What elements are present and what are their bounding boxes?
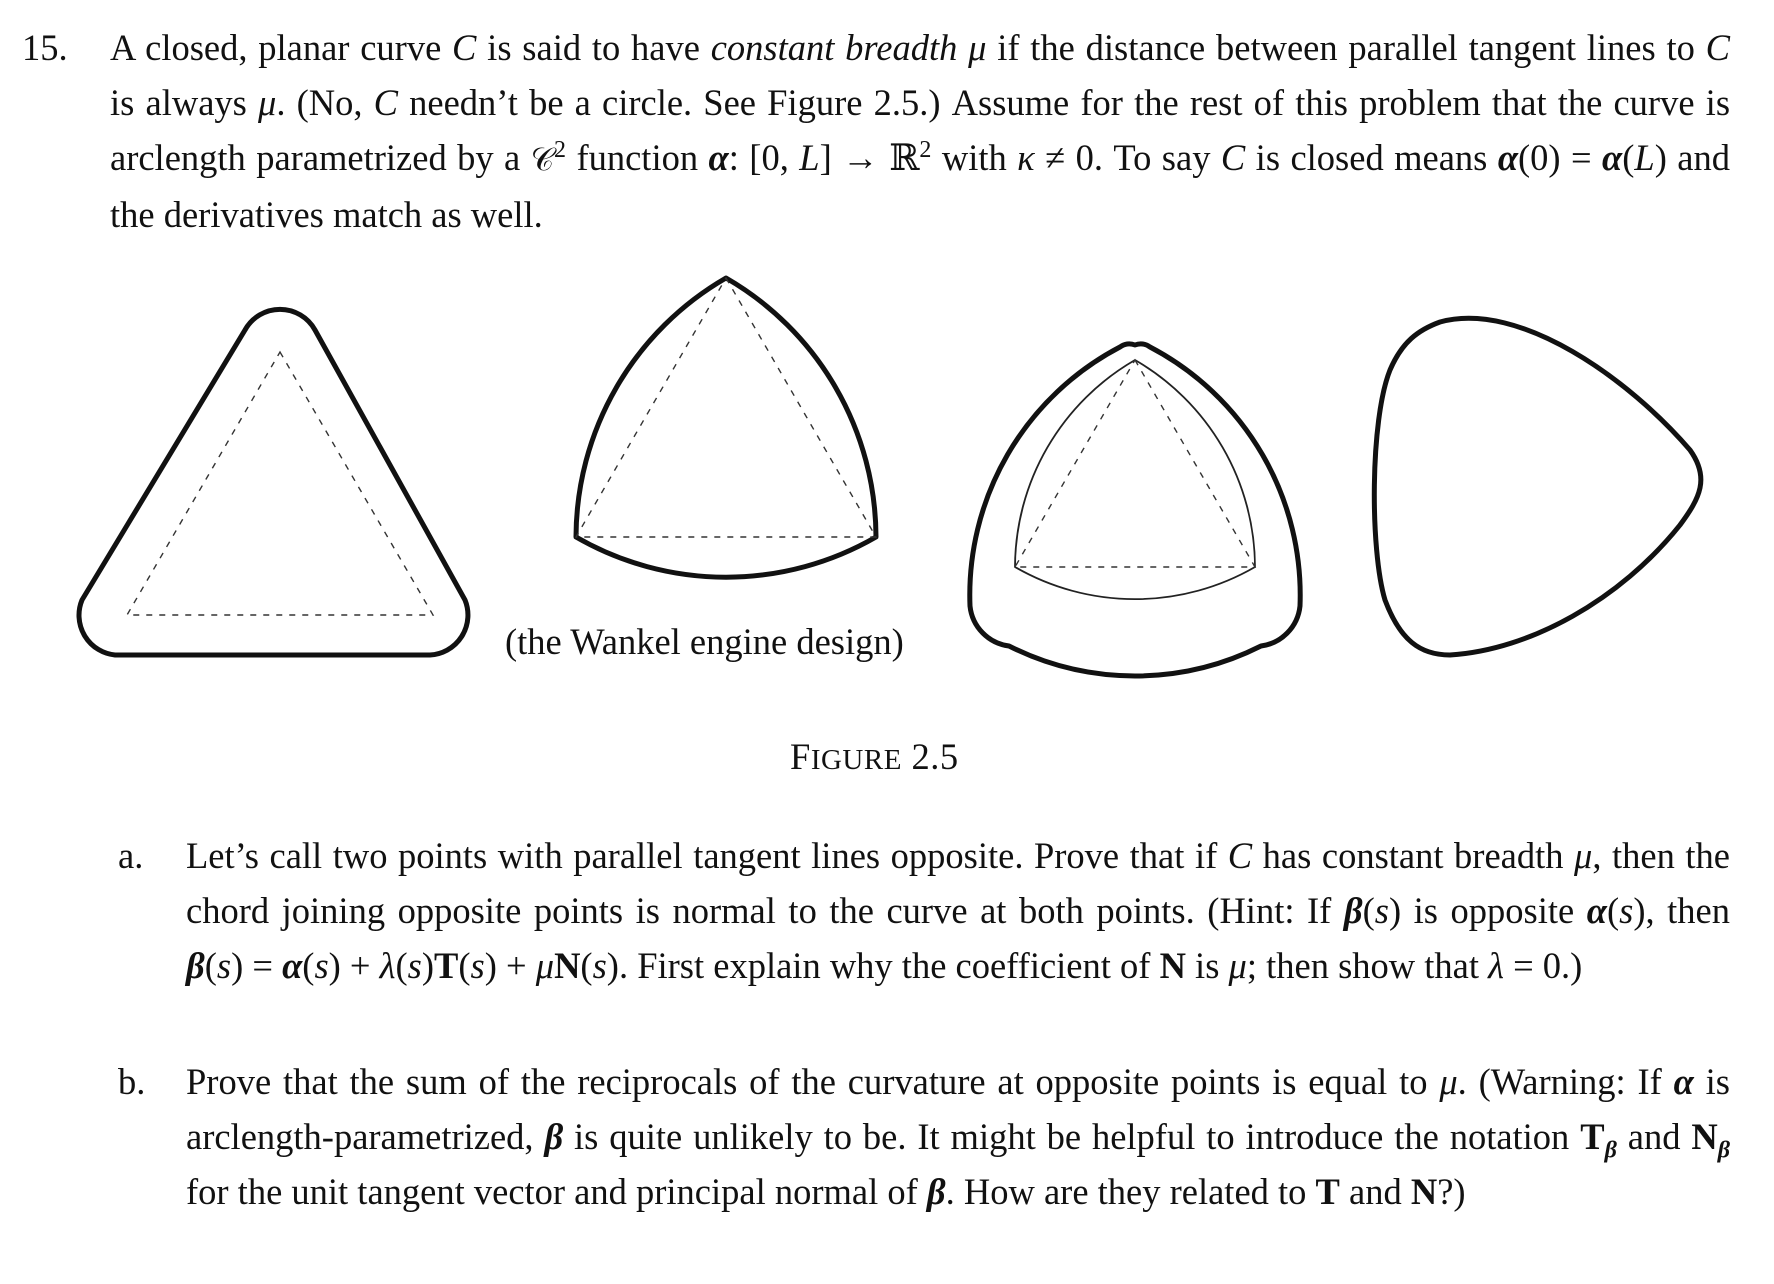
wankel-caption: (the Wankel engine design) [505, 621, 904, 662]
smooth-constant-breadth-curve [1374, 318, 1701, 655]
constant-breadth-term: constant breadth [710, 27, 958, 68]
part-a-text: Let’s call two points with parallel tangent lines opposite. Prove that if C has constant breadth μ, then the chord joining opposite points is normal to the curve at both points. (Hint: If β(s) is opposite α(s), then β(s) = α(s) + λ(s)T(s) + μN(s). First explain why the coefficient of N is μ; then show that λ = 0.) [186, 835, 1731, 986]
problem-statement: A closed, planar curve C is said to have constant breadth μ if the distance between parallel tangent lines to C is always μ. (No, C needn’t be a circle. See Figure 2.5.) Assume for the rest of this problem that the curve is arclength parametrized by a 𝒞$^2$ function α: [0, L] → ℝ$^2$ with κ ≠ 0. To say C is closed means α(0) = α(L) and the derivatives match as well. [110, 27, 1731, 235]
problem-number: 15. [22, 27, 68, 68]
part-b-text: Prove that the sum of the reciprocals of the curvature at opposite points is equal to μ. (Warning: If α is arclength-parametrized, β is quite unlikely to be. It might be helpful to introduce the notation $T_\beta$ and $N_\beta$ for the unit tangent vector and principal normal of β. How are they related to T and N?) [186, 1061, 1730, 1212]
figure-caption: FIGURE 2.5 [790, 736, 959, 777]
part-a-label: a. [118, 835, 144, 876]
reuleaux-triangle-curve [576, 278, 876, 577]
rounded-triangle-curve [79, 309, 468, 655]
nested-reuleaux-curve [970, 344, 1300, 676]
part-b-label: b. [118, 1061, 146, 1102]
